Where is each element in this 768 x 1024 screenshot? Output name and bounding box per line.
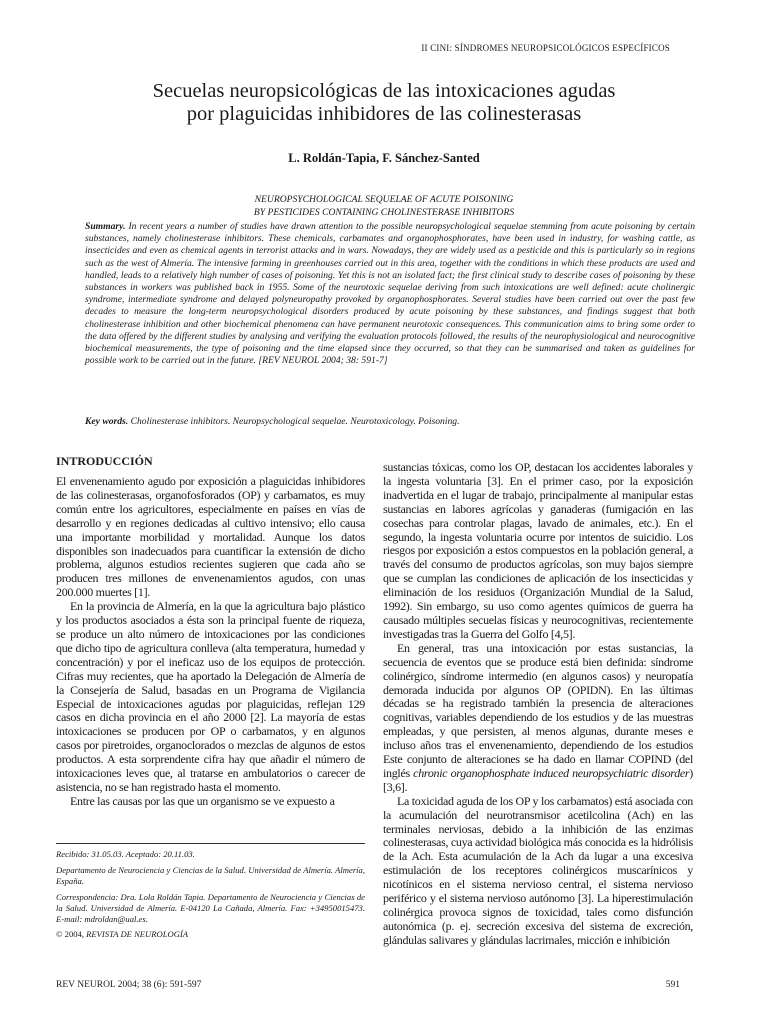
right-paragraph-3: La toxicidad aguda de los OP y los carbamatos) está asociada con la acumulación del neurotransmisor acetilcolina (Ach) en las terminales nerviosas, debido a la inhibición de las enzimas colinesterasas, cuya actividad biológica más conocida es la hidrólisis de la Ach. Esta acumulación de la Ach da lugar a una excesiva estimulación de los receptores colinérgicos muscarínicos y nicotínicos en el sistema nervioso central, el sistema nervioso periférico y el sistema nervioso autónomo [3]. La hiperestimulación colinérgica provoca signos de toxicidad, tales como disfunción autonómica (p. ej. secreción excesiva del sistema de excreción, glándulas salivares y glándulas lacrimales, micción e inhibición xyxy=(383,793,693,947)
copyright-year: © 2004, xyxy=(56,929,85,939)
keywords-label: Key words. xyxy=(85,416,129,427)
article-title xyxy=(60,80,708,126)
summary-text: In recent years a number of studies have drawn attention to the possible neuropsychological sequelae stemming from acute poisoning by certain substances, namely cholinesterase inhibitors. These chemicals, carbamates and organophosphorates, have been used in industry, for washing cattle, as insecticides and even as chemical agents in terrorist attacks and in wars. Nowadays, they are widely used as a pesticide and this is particularly so in regions such as the west of Almería. The intensive farming in greenhouses carried out in this area, together with the conditions in which these products are used and handled, leads to a relatively high number of cases of poisoning. Yet this is not an isolated fact; the first clinical study to describe cases of poisoning by these substances in workers was published back in 1955. Some of the neurotoxic sequelae deriving from such intoxications are well defined: acute cholinergic syndrome, intermediate syndrome and delayed polyneuropathy provoked by organophosphorates. Several studies have been carried out over the past few decades to measure the long-term neuropsychological disorders produced by acute poisoning by these substances, and findings suggest that both cholinesterase inhibition and other biochemical phenomena can have permanent neurotoxic consequences. This communication aims to bring some order to the data offered by the different studies by analysing and verifying the evaluation protocols followed, the results of the neurophysiological and neurocognitive biochemical measurements, the type of poisoning and the time elapsed since they occurred, so that they can be summarised and taken as guidelines for possible work to be carried out in the future. xyxy=(85,221,695,367)
article-title-line-1: Secuelas neuropsicológicas de las intoxicaciones agudas xyxy=(152,80,616,102)
right-column xyxy=(383,461,693,948)
intro-paragraph-1: El envenenamiento agudo por exposición a plaguicidas inhibidores de las colinesterasas, organofosforados (OP) y carbamatos, es muy común entre los agricultores, especialmente en países en vías de desarrollo y en regiones dedicadas al cultivo intensivo; ello causa una importante morbilidad y mortalidad. Aunque los datos disponibles son inadecuados para cuantificar la extensión de dicho problema, algunos estudios recientes sugieren que cada año se producen tres millones de envenenamientos agudos, con unas 200.000 muertes [1]. xyxy=(56,474,365,600)
right-paragraph-2-text: En general, tras una intoxicación por estas sustancias, la secuencia de eventos que se produce está bien definida: síndrome colinérgico, síndrome intermedio (en algunos casos) y neuropatía demorada inducida por algunos OP (OPIDN). En las últimas décadas se ha registrado también la presencia de alteraciones cognitivas, variables dependiendo de los estudios y de las muestras empleadas, y que persisten, al menos algunas, durante meses e incluso años tras el envenenamiento, dependiendo de los estudios Este conjunto de alteraciones se ha dado en llamar COPIND (del inglés xyxy=(383,640,693,780)
section-heading-introduccion: INTRODUCCIÓN xyxy=(56,454,153,468)
intro-paragraph-2: En la provincia de Almería, en la que la agricultura bajo plástico y los productos asociados a ésta son la principal fuente de riqueza, se produce un alto número de intoxicaciones por las condiciones que dicho tipo de agricultura conlleva (alta temperatura, humedad y concentración) y por el ineficaz uso de los equipos de protección. Cifras muy recientes, que ha aportado la Delegación de Almería de la Consejería de Salud, basadas en un Programa de Vigilancia Especial de intoxicaciones agudas por plaguicidas, reflejan 129 casos en dicha provincia en el año 2000 [2]. La mayoría de estas intoxicaciones se producen por OP o carbamatos, y en algunos casos por piretroides, organoclorados o mezclas de algunos de estos productos. A esta sorprendente cifra hay que añadir el número de intoxicaciones leves que, al tratarse en ambulatorios o carecer de asistencia, no se han registrado hasta el momento. xyxy=(56,599,365,794)
correspondence-note: Correspondencia: Dra. Lola Roldán Tapia. Departamento de Neurociencia y Ciencias de la Salud. Universidad de Almería. E-04120 La Cañada, Almería. Fax: +34950015473. E-mail: mdroldan@ual.es. xyxy=(56,892,365,924)
english-title-line-1: NEUROPSYCHOLOGICAL SEQUELAE OF ACUTE POISONING xyxy=(254,194,514,205)
summary-label: Summary. xyxy=(85,221,126,232)
article-title-line-2: por plaguicidas inhibidores de las colinesterasas xyxy=(186,103,582,125)
authors: L. Roldán-Tapia, F. Sánchez-Santed xyxy=(288,151,480,165)
right-paragraph-2-ref: ) [3,6]. xyxy=(383,765,693,794)
page-number: 591 xyxy=(665,980,680,990)
intro-paragraph-3: Entre las causas por las que un organismo se ve expuesto a xyxy=(70,793,335,808)
summary-citation: [REV NEUROL 2004; 38: 591-7] xyxy=(258,355,388,367)
summary-block xyxy=(85,221,695,367)
journal-citation-footer: REV NEUROL 2004; 38 (6): 591-597 xyxy=(56,980,202,990)
copyright-note xyxy=(56,929,365,940)
left-column xyxy=(56,454,365,809)
keywords-text: Cholinesterase inhibitors. Neuropsychological sequelae. Neurotoxicology. Poisoning. xyxy=(130,416,460,427)
running-head: II CINI: SÍNDROMES NEUROPSICOLÓGICOS ESPECÍFICOS xyxy=(421,43,670,53)
copyright-magazine: REVISTA DE NEUROLOGÍA xyxy=(86,929,189,939)
english-title-line-2: BY PESTICIDES CONTAINING CHOLINESTERASE INHIBITORS xyxy=(253,207,515,218)
department-note: Departamento de Neurociencia y Ciencias de la Salud. Universidad de Almería. Almería, España. xyxy=(56,865,365,886)
keywords-block xyxy=(85,416,695,428)
english-title xyxy=(80,193,688,219)
right-paragraph-1: sustancias tóxicas, como los OP, destacan los accidentes laborales y la ingesta voluntaria [3]. En el primer caso, por la exposición inadvertida en el lugar de trabajo, principalmente al manipular estas sustancias en labores agrícolas y ganaderas (fumigación en las cosechas para controlar plagas, lavado de animales, etc.). En el segundo, la ingesta voluntaria ocurre por intentos de suicidio. Los riesgos por exposición a estos compuestos en la población general, a través del consumo de productos agrícolas, son muy bajos siempre que se cumplan las condiciones de aplicación de los insecticidas y eliminación de los residuos (Organización Mundial de la Salud, 1992). Sin embargo, su uso como agentes químicos de guerra ha causado múltiples secuelas físicas y neurocognitivas, recientemente investigadas tras la Guerra del Golfo [4,5]. xyxy=(383,460,693,641)
right-paragraph-2-italic: chronic organophosphate induced neuropsychiatric disorder xyxy=(413,765,690,780)
right-paragraph-2 xyxy=(383,642,693,795)
received-note: Recibido: 31.05.03. Aceptado: 20.11.03. xyxy=(56,849,195,859)
footnote-divider xyxy=(56,843,365,844)
